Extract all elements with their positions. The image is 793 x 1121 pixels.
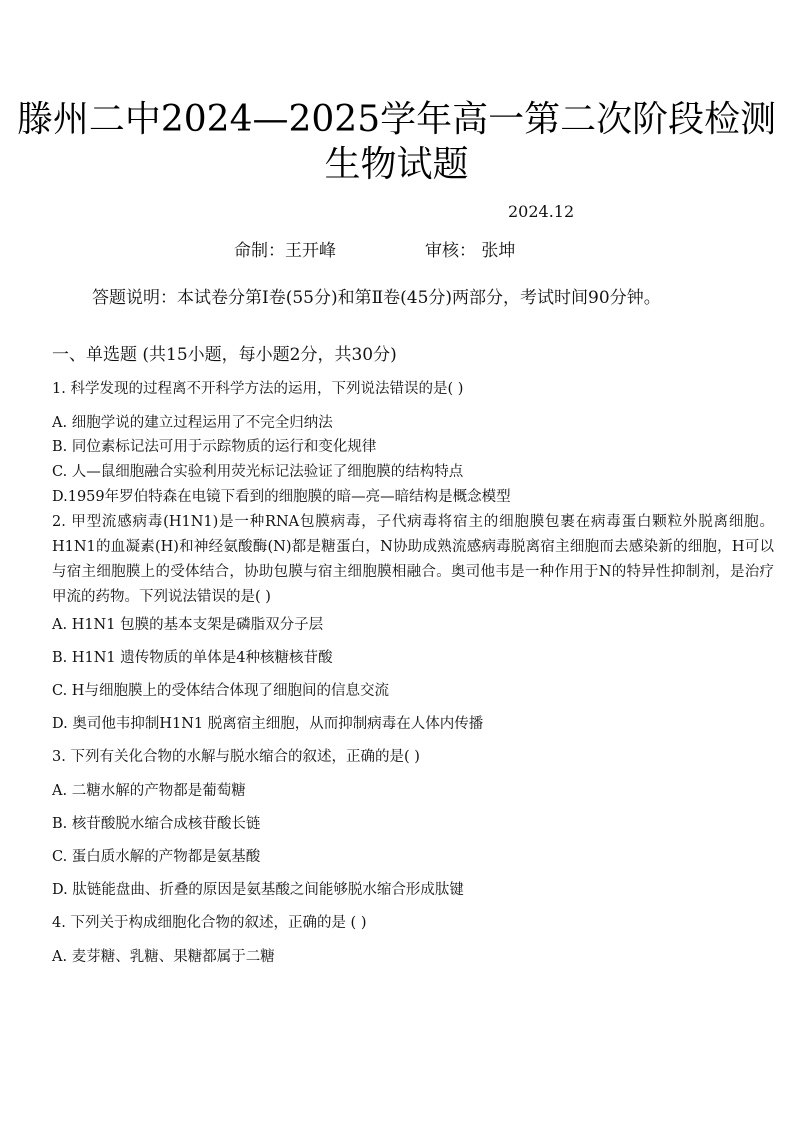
question-1-option-b: B. 同位素标记法可用于示踪物质的运行和变化规律 <box>52 439 377 455</box>
question-1-stem: 1. 科学发现的过程离不开科学方法的运用，下列说法错误的是( ) <box>52 381 464 397</box>
question-2-option-c: C. H与细胞膜上的受体结合体现了细胞间的信息交流 <box>52 683 389 699</box>
question-3-stem: 3. 下列有关化合物的水解与脱水缩合的叙述，正确的是( ) <box>52 749 420 765</box>
section-title: 一、单选题 (共15小题，每小题2分，共30分) <box>52 345 397 365</box>
exam-subject: 生物试题 <box>324 144 469 185</box>
question-4-option-a: A. 麦芽糖、乳糖、果糖都属于二糖 <box>52 949 275 965</box>
question-2-option-d: D. 奥司他韦抑制H1N1 脱离宿主细胞，从而抑制病毒在人体内传播 <box>52 716 484 732</box>
exam-date: 2024.12 <box>508 202 575 221</box>
question-1-option-d: D.1959年罗伯特森在电镜下看到的细胞膜的暗—亮—暗结构是概念模型 <box>52 489 511 505</box>
question-2-stem: 2. 甲型流感病毒(H1N1)是一种RNA包膜病毒，子代病毒将宿主的细胞膜包裹在病毒蛋白颗粒外脱离细胞。H1N1的血凝素(H)和神经氨酸酶(N)都是糖蛋白，N协助成熟流感病毒脱离宿主细胞而去感染新的细胞，H可以与宿主细胞膜上的受体结合，协助包膜与宿主细胞膜相融合。奥司他韦是一种作用于N的特异性抑制剂，是治疗甲流的药物。下列说法错误的是( ) <box>52 514 774 605</box>
author: 命制：王开峰 <box>234 241 336 261</box>
question-3-option-a: A. 二糖水解的产物都是葡萄糖 <box>52 783 246 799</box>
exam-title: 滕州二中2024—2025学年高一第二次阶段检测 <box>16 99 777 140</box>
question-1-option-c: C. 人—鼠细胞融合实验利用荧光标记法验证了细胞膜的结构特点 <box>52 464 464 480</box>
question-2-option-a: A. H1N1 包膜的基本支架是磷脂双分子层 <box>52 617 324 633</box>
question-2-option-b: B. H1N1 遗传物质的单体是4种核糖核苷酸 <box>52 650 333 666</box>
question-3-option-c: C. 蛋白质水解的产物都是氨基酸 <box>52 849 261 865</box>
reviewer: 审核： 张坤 <box>425 241 516 261</box>
question-4-stem: 4. 下列关于构成细胞化合物的叙述，正确的是 ( ) <box>52 915 367 931</box>
question-1-option-a: A. 细胞学说的建立过程运用了不完全归纳法 <box>52 415 333 431</box>
question-3-option-b: B. 核苷酸脱水缩合成核苷酸长链 <box>52 816 261 832</box>
question-3-option-d: D. 肽链能盘曲、折叠的原因是氨基酸之间能够脱水缩合形成肽键 <box>52 882 464 898</box>
instructions: 答题说明：本试卷分第Ⅰ卷(55分)和第Ⅱ卷(45分)两部分，考试时间90分钟。 <box>92 288 661 308</box>
